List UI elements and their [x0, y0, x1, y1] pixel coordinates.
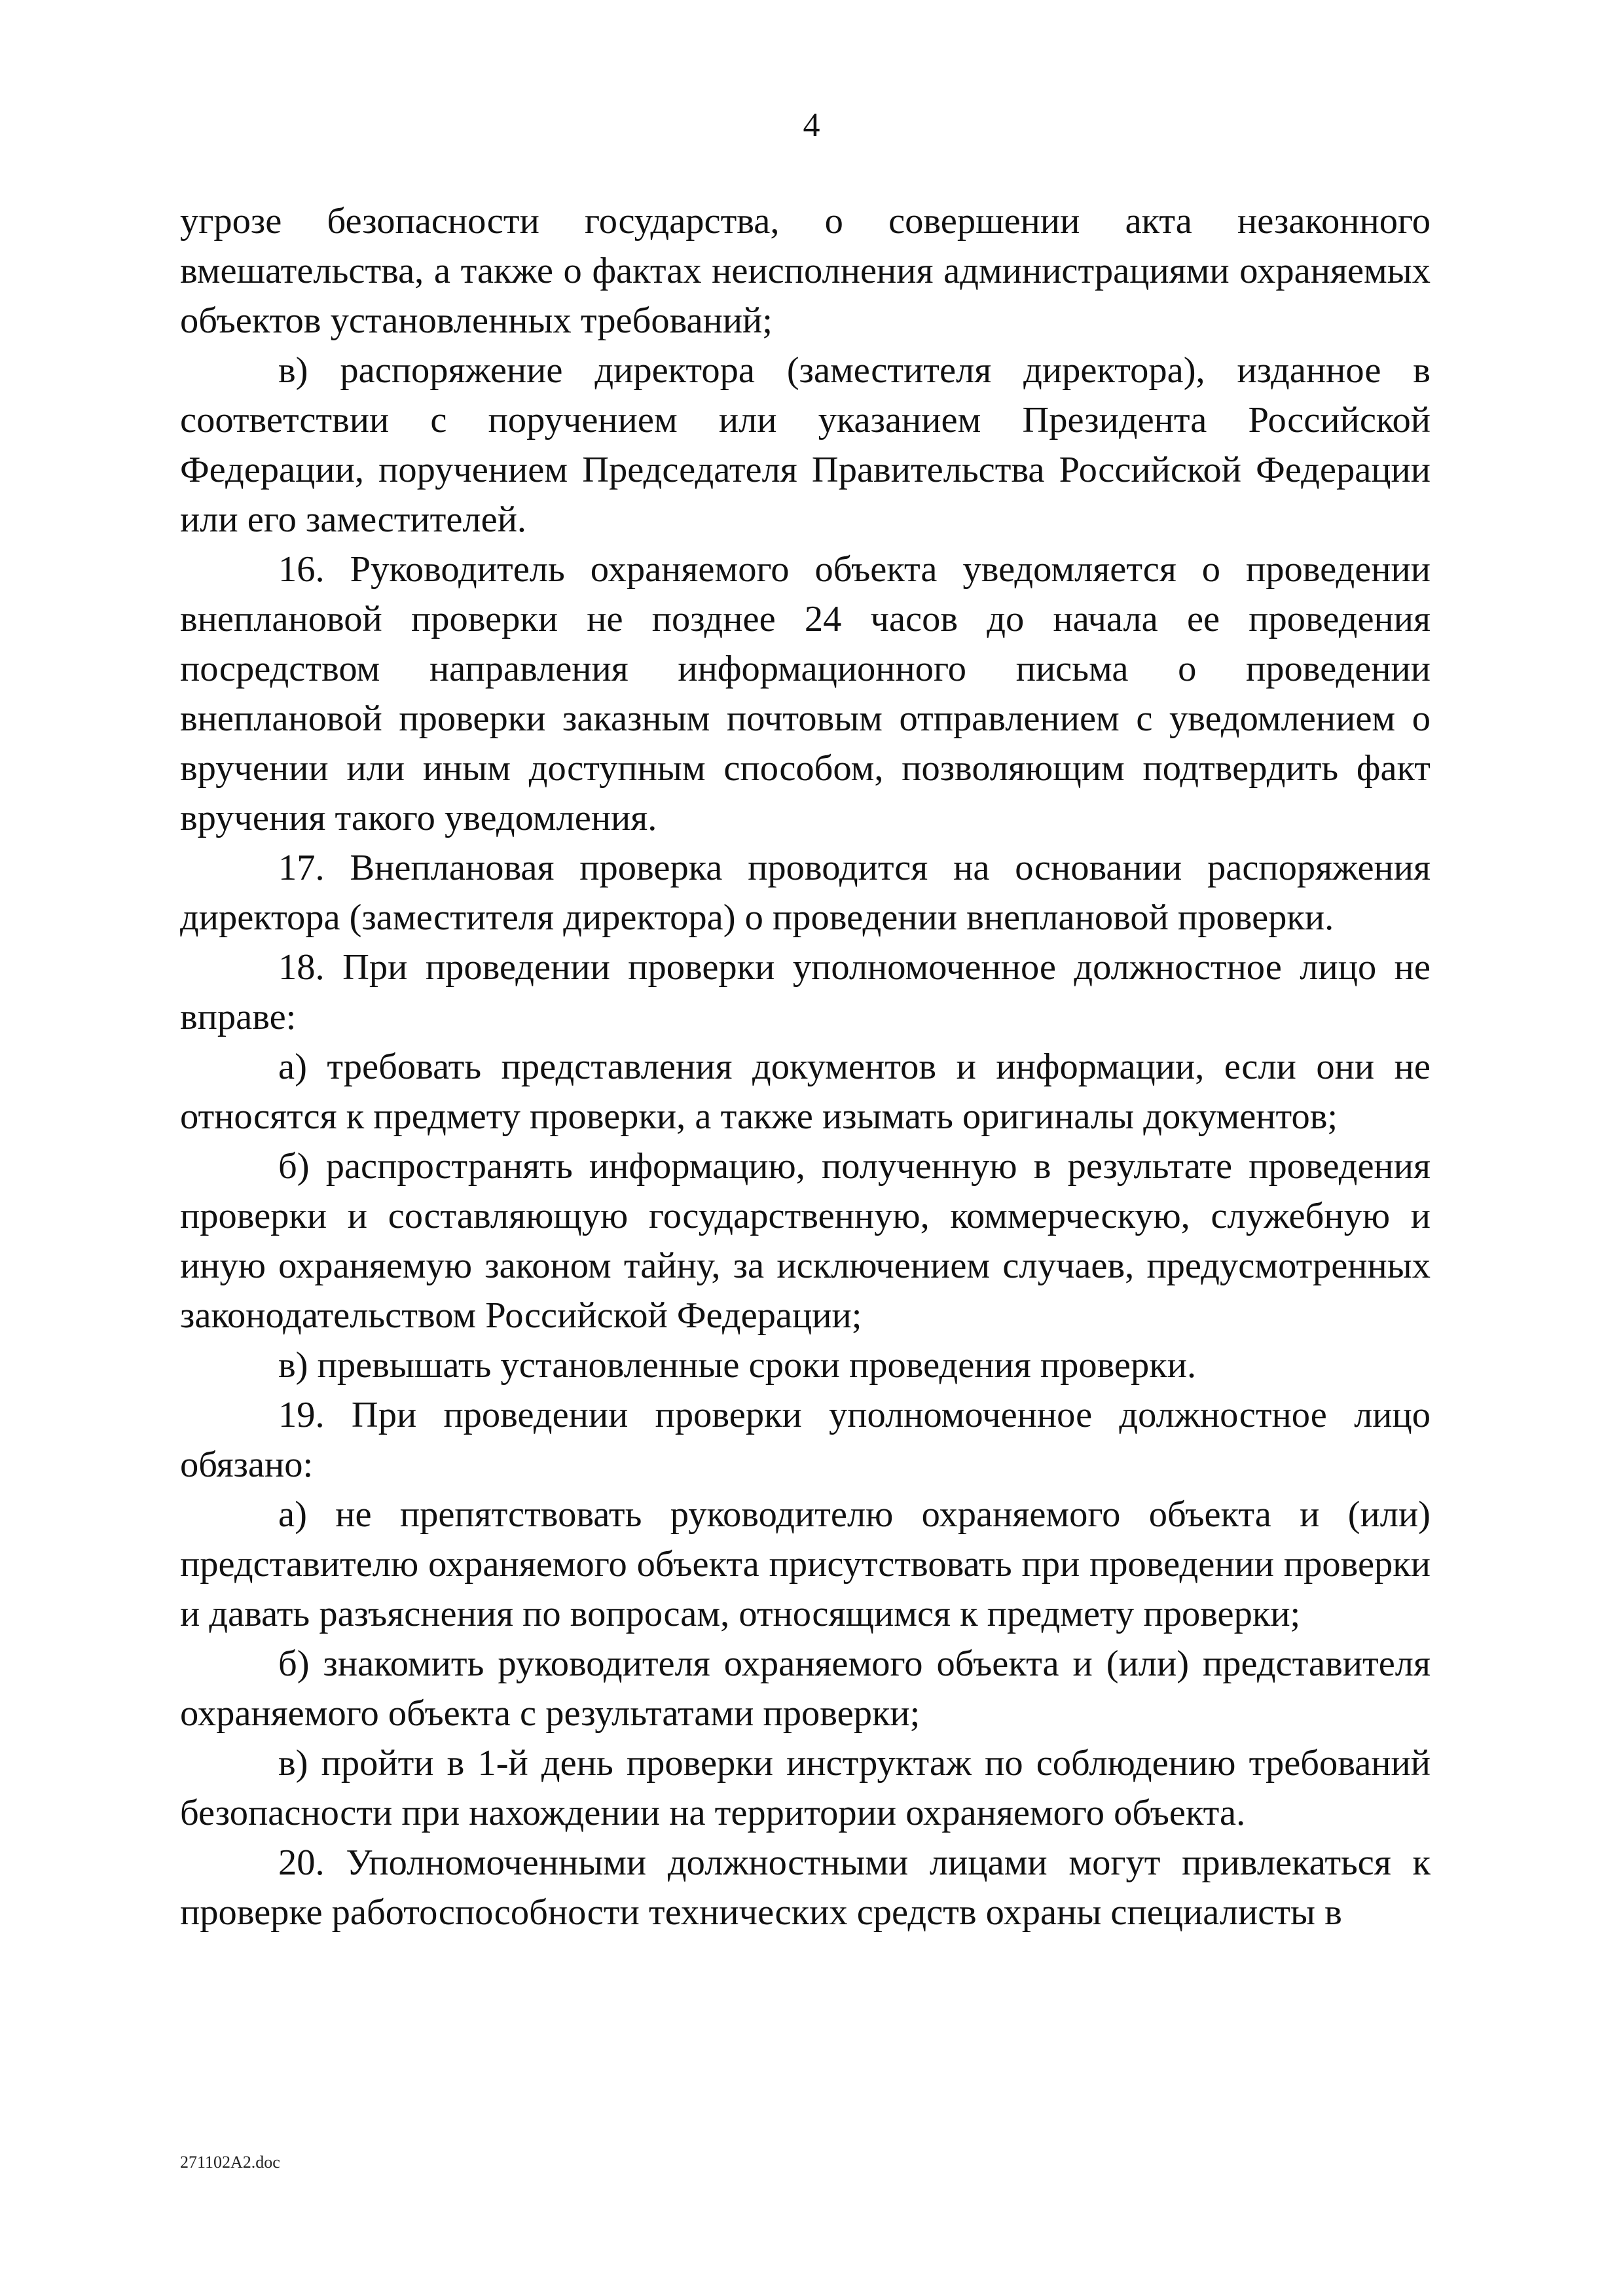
paragraph-16: 16. Руководитель охраняемого объекта уведомляется о проведении внеплановой проверки не позднее 24 часов до начала ее проведения посредством направления информационного письма о проведении внеплановой проверки заказным почтовым отправлением с уведомлением о вручении или иным доступным способом, позволяющим подтвердить факт вручения такого уведомления. [180, 549, 1431, 838]
paragraph-19: 19. При проведении проверки уполномоченное должностное лицо обязано: [180, 1395, 1431, 1485]
paragraph-19-item-v: в) пройти в 1-й день проверки инструктаж по соблюдению требований безопасности при нахождении на территории охраняемого объекта. [180, 1743, 1431, 1833]
paragraph-19-item-a: а) не препятствовать руководителю охраняемого объекта и (или) представителю охраняемого объекта присутствовать при проведении проверки и давать разъяснения по вопросам, относящимся к предмету проверки; [180, 1494, 1431, 1634]
paragraph-19-item-b: б) знакомить руководителя охраняемого объекта и (или) представителя охраняемого объекта с результатами проверки; [180, 1643, 1431, 1734]
document-body [180, 196, 1431, 1937]
paragraph-18-item-a: а) требовать представления документов и информации, если они не относятся к предмету проверки, а также изымать оригиналы документов; [180, 1047, 1431, 1137]
paragraph-20: 20. Уполномоченными должностными лицами могут привлекаться к проверке работоспособности технических средств охраны специалисты в [180, 1842, 1431, 1933]
paragraph-18-item-b: б) распространять информацию, полученную в результате проведения проверки и составляющую государственную, коммерческую, служебную и иную охраняемую законом тайну, за исключением случаев, предусмотренных законодательством Российской Федерации; [180, 1146, 1431, 1336]
paragraph-18-item-v: в) превышать установленные сроки проведения проверки. [278, 1345, 1197, 1386]
file-name-footer: 271102A2.doc [180, 2153, 280, 2172]
page-number: 4 [803, 107, 820, 144]
paragraph-18: 18. При проведении проверки уполномоченное должностное лицо не вправе: [180, 947, 1431, 1037]
paragraph-continuation: угрозе безопасности государства, о совершении акта незаконного вмешательства, а также о фактах неисполнения администрациями охраняемых объектов установленных требований; [180, 201, 1431, 341]
paragraph-17: 17. Внеплановая проверка проводится на основании распоряжения директора (заместителя директора) о проведении внеплановой проверки. [180, 848, 1431, 938]
paragraph-item-v-order: в) распоряжение директора (заместителя директора), изданное в соответствии с поручением или указанием Президента Российской Федерации, поручением Председателя Правительства Российской Федерации или его заместителей. [180, 350, 1431, 540]
